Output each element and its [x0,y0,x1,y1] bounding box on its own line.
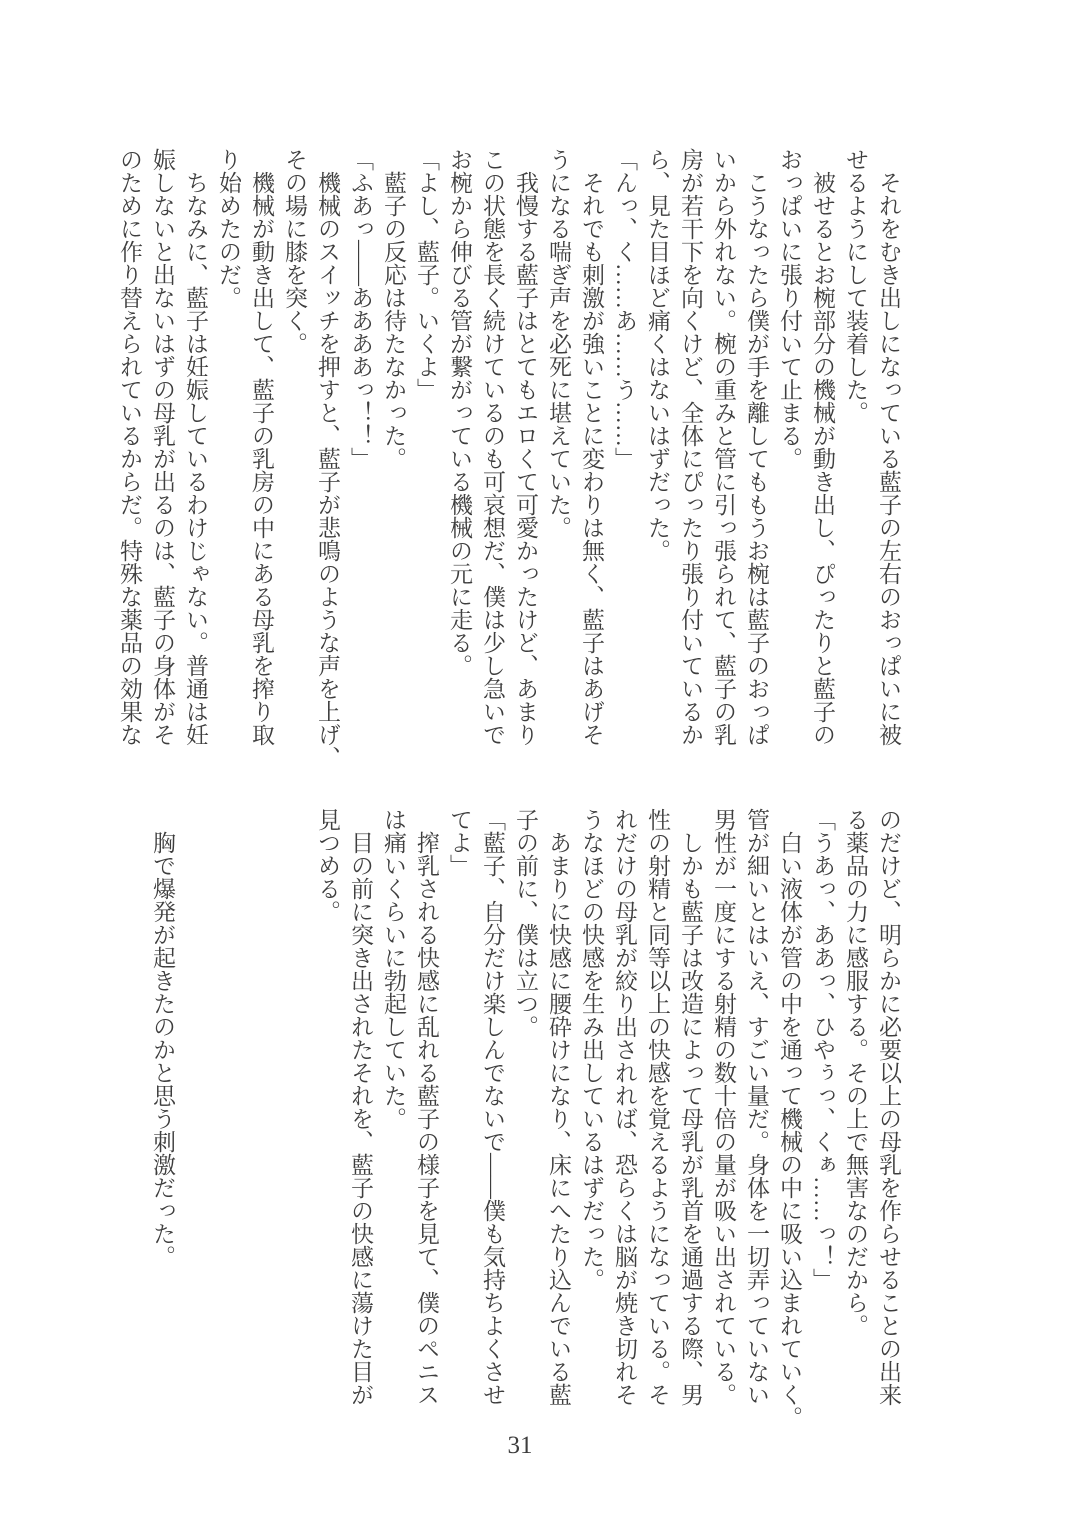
text-line: 房が若干下を向くけど、全体にぴったり張り付いているか [678,148,703,746]
text-line: 男性が一度にする射精の数十倍の量が吸い出されている。 [711,808,736,1406]
text-line: 我慢する藍子はとてもエロくて可愛かったけど、あまり [513,148,538,746]
text-line: 娠しないと出ないはずの母乳が出るのは、藍子の身体がそ [150,148,175,746]
text-line: 「んっ、く……あ……う……」 [612,148,637,470]
text-line: 「よし、藍子。いくよ」 [414,148,439,401]
text-line: せるようにして装着した。 [843,148,868,424]
text-line: おっぱいに張り付いて止まる。 [777,148,802,470]
text-line: のために作り替えられているからだ。特殊な薬品の効果な [117,148,142,746]
text-block-top [113,148,905,769]
text-line: しかも藍子は改造によって母乳が乳首を通過する際、男 [678,808,703,1406]
text-line: 機械が動き出して、藍子の乳房の中にある母乳を搾り取 [249,148,274,746]
text-line [278,808,311,1413]
text-line: 機械のスイッチを押すと、藍子が悲鳴のような声を上げ、 [315,148,340,769]
text-line: うになる喘ぎ声を必死に堪えていた。 [546,148,571,539]
text-line: 白い液体が管の中を通って機械の中に吸い込まれていく。 [777,808,802,1429]
text-line: 藍子の反応は待たなかった。 [381,148,406,470]
text-line [245,808,278,1413]
text-line: この状態を長く続けているのも可哀想だ、僕は少し急いで [480,148,505,746]
text-line: 見つめる。 [315,808,340,923]
text-line: 管が細いとはいえ、すごい量だ。身体を一切弄っていない [744,808,769,1406]
text-line: ちなみに、藍子は妊娠しているわけじゃない。普通は妊 [183,148,208,746]
text-line: いから外れない。椀の重みと管に引っ張られて、藍子の乳 [711,148,736,746]
text-line: 「ふあっ――ああああっ！！」 [348,148,373,470]
text-line: のだけど、明らかに必要以上の母乳を作らせることの出来 [876,808,901,1406]
text-line: 性の射精と同等以上の快感を覚えるようになっている。そ [645,808,670,1406]
text-line: れだけの母乳が絞り出されれば、恐らくは脳が焼き切れそ [612,808,637,1406]
text-line: うなほどの快感を生み出しているはずだった。 [579,808,604,1291]
text-line: ら、見た目ほど痛くはないはずだった。 [645,148,670,562]
text-line: てよ」 [447,808,472,877]
text-line: り始めたのだ。 [216,148,241,309]
text-line: 胸で爆発が起きたのかと思う刺激だった。 [150,808,175,1268]
text-line: 「うあっ、ああっ、ひやぅっ、くぁ……っ！」 [810,808,835,1291]
text-line [179,808,212,1413]
text-line: お椀から伸びる管が繋がっている機械の元に走る。 [447,148,472,677]
text-line: 「藍子、自分だけ楽しんでないで――僕も気持ちよくさせ [480,808,505,1406]
text-line: こうなったら僕が手を離してももうお椀は藍子のおっぱ [744,148,769,746]
text-line [212,808,245,1413]
text-line: 目の前に突き出されたそれを、藍子の快感に蕩けた目が [348,808,373,1406]
text-line: 子の前に、僕は立つ。 [513,808,538,1038]
text-line: その場に膝を突く。 [282,148,307,355]
text-block-bottom [146,808,905,1429]
text-line: る薬品の力に感服する。その上で無害なのだから。 [843,808,868,1337]
text-line: 被せるとお椀部分の機械が動き出し、ぴったりと藍子の [810,148,835,746]
text-line: それでも刺激が強いことに変わりは無く、藍子はあげそ [579,148,604,746]
page-number: 31 [507,1432,533,1459]
text-line: あまりに快感に腰砕けになり、床にへたり込んでいる藍 [546,808,571,1406]
text-line: それをむき出しになっている藍子の左右のおっぱいに被 [876,148,901,746]
text-line: 搾乳される快感に乱れる藍子の様子を見て、僕のペニス [414,808,439,1406]
text-line: は痛いくらいに勃起していた。 [381,808,406,1130]
